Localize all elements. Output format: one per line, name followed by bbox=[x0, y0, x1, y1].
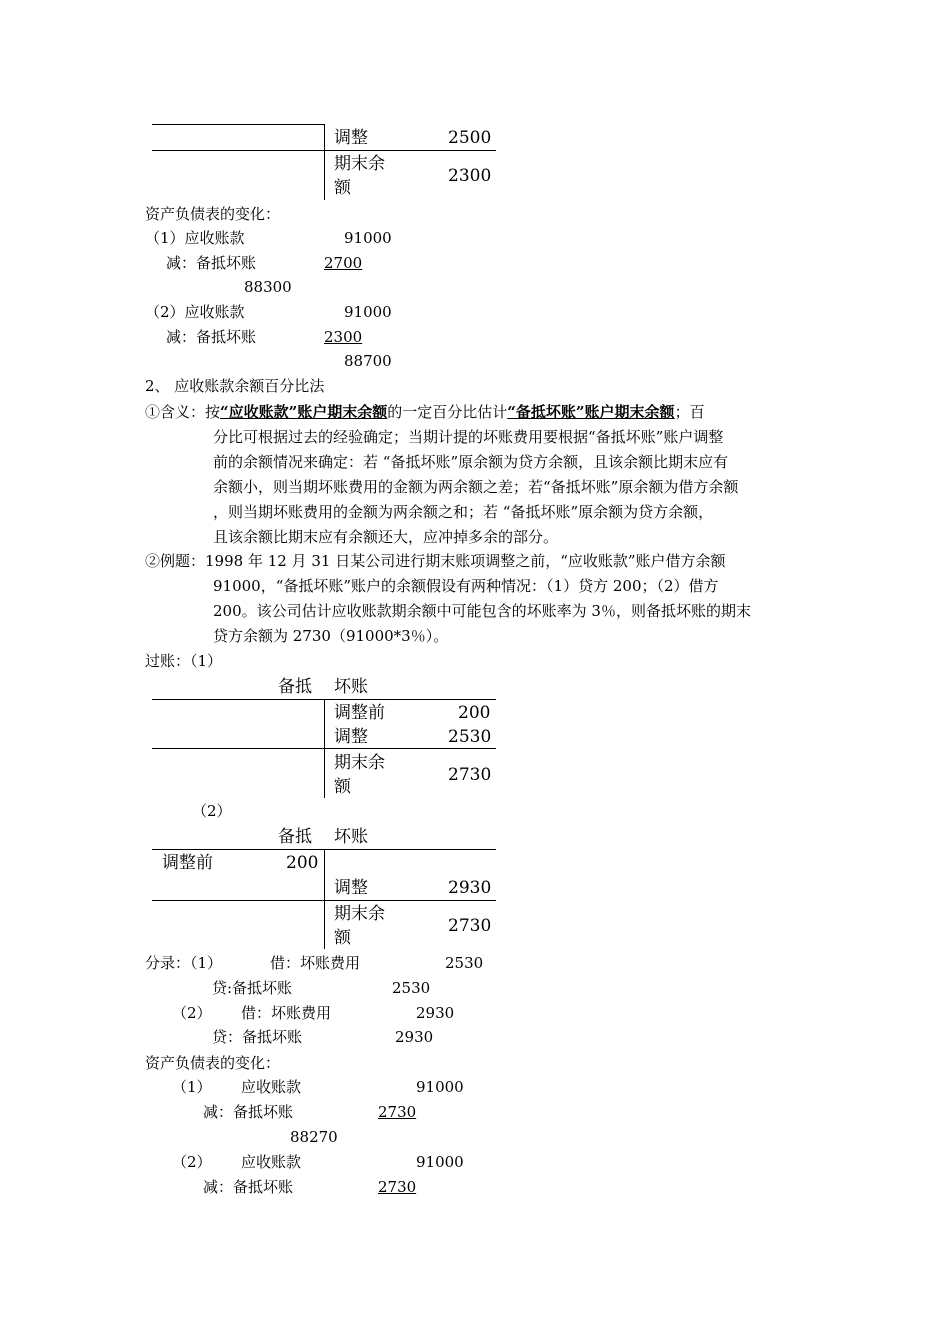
e1-debit: 借：坏账费用 bbox=[270, 954, 361, 972]
e2-credit-value: 2930 bbox=[395, 1028, 434, 1046]
example-paragraph bbox=[145, 549, 810, 649]
meaning-line: 分比可根据过去的经验确定；当期计提的坏账费用要根据“备抵坏账”账户调整 bbox=[213, 428, 724, 446]
e2-credit: 贷：备抵坏账 bbox=[212, 1028, 303, 1046]
e1-credit-value: 2530 bbox=[392, 979, 431, 997]
e2-label: （2） bbox=[172, 1004, 212, 1022]
t2-r3-value: 2730 bbox=[448, 916, 492, 936]
meaning-emphasis-receivable: “应收账款”账户期末余额 bbox=[220, 403, 388, 421]
bs2-c2-account: 应收账款 bbox=[241, 1153, 302, 1171]
e1-debit-value: 2530 bbox=[445, 954, 484, 972]
bs1-c1-less-value: 2700 bbox=[324, 254, 363, 272]
bs2-c1-less-value: 2730 bbox=[378, 1103, 417, 1121]
t2-left-value: 200 bbox=[286, 853, 319, 873]
t2-title-right: 坏账 bbox=[334, 827, 368, 847]
t2-left-label: 调整前 bbox=[162, 853, 213, 873]
meaning-lead-line bbox=[145, 400, 810, 425]
bs2-c2-value: 91000 bbox=[416, 1153, 464, 1171]
bs2-c1-less-label: 减：备抵坏账 bbox=[203, 1103, 294, 1121]
e2-debit-value: 2930 bbox=[416, 1004, 455, 1022]
t1-r3-label-a: 期末余 bbox=[334, 753, 385, 773]
meaning-middle: 的一定百分比估计 bbox=[387, 403, 508, 421]
e2-debit: 借：坏账费用 bbox=[241, 1004, 332, 1022]
posting-heading: 过账：（1） bbox=[145, 652, 223, 670]
example-line: 贷方余额为 2730（91000*3％）。 bbox=[213, 627, 449, 645]
meaning-line: 且该余额比期末应有余额还大，应冲掉多余的部分。 bbox=[213, 528, 559, 546]
bs2-c1-net: 88270 bbox=[290, 1128, 338, 1146]
t1-title-left: 备抵 bbox=[278, 677, 312, 697]
bs2-c2-less-label: 减：备抵坏账 bbox=[203, 1178, 294, 1196]
t0-row2-label-b: 额 bbox=[334, 178, 351, 198]
bs1-c2-less-value: 2300 bbox=[324, 328, 363, 346]
bs2-heading: 资产负债表的变化： bbox=[145, 1054, 281, 1072]
t1-r1-label: 调整前 bbox=[334, 703, 385, 723]
t0-row2-label-a: 期末余 bbox=[334, 154, 385, 174]
meaning-after: ；百 bbox=[674, 403, 705, 421]
t-account-row-line-left bbox=[152, 150, 324, 151]
meaning-line: 余额小，则当期坏账费用的金额为两余额之差；若“备抵坏账”原余额为借方余额 bbox=[213, 478, 739, 496]
t2-r2-label: 调整 bbox=[334, 878, 368, 898]
t2-r2-value: 2930 bbox=[448, 878, 492, 898]
t1-r3-value: 2730 bbox=[448, 765, 492, 785]
t2-row-line bbox=[152, 900, 496, 901]
t1-title-right: 坏账 bbox=[334, 677, 368, 697]
meaning-line: ，则当期坏账费用的金额为两余额之和；若 “备抵坏账”原余额为贷方余额， bbox=[213, 503, 714, 521]
bs1-c2-less-label: 减：备抵坏账 bbox=[166, 328, 257, 346]
t-account-top-line-left bbox=[152, 124, 324, 125]
bs1-c2-label: （2）应收账款 bbox=[145, 303, 245, 321]
t0-row1-value: 2500 bbox=[448, 128, 492, 148]
t1-row-line bbox=[152, 748, 496, 749]
bs1-c1-less-label: 减：备抵坏账 bbox=[166, 254, 257, 272]
t1-r1-value: 200 bbox=[458, 703, 491, 723]
example-line: 200。该公司估计应收账款期余额中可能包含的坏账率为 3％，则备抵坏账的期末 bbox=[213, 602, 751, 620]
bs1-heading: 资产负债表的变化： bbox=[145, 205, 281, 223]
t2-r3-label-a: 期末余 bbox=[334, 904, 385, 924]
bs2-c2-less-value: 2730 bbox=[378, 1178, 417, 1196]
bs2-c1-value: 91000 bbox=[416, 1078, 464, 1096]
bs1-c2-net: 88700 bbox=[344, 352, 392, 370]
case-2-label: （2） bbox=[192, 802, 232, 820]
t2-r3-label-b: 额 bbox=[334, 928, 351, 948]
t2-title-left: 备抵 bbox=[278, 827, 312, 847]
t2-vertical-line bbox=[324, 849, 325, 949]
entries-lead: 分录：（1） bbox=[145, 954, 223, 972]
t1-r2-value: 2530 bbox=[448, 727, 492, 747]
e1-credit: 贷:备抵坏账 bbox=[212, 979, 293, 997]
t1-r2-label: 调整 bbox=[334, 727, 368, 747]
bs1-c1-value: 91000 bbox=[344, 229, 392, 247]
t1-r3-label-b: 额 bbox=[334, 777, 351, 797]
t0-row2-value: 2300 bbox=[448, 166, 492, 186]
bs1-c1-net: 88300 bbox=[244, 278, 292, 296]
bs1-c2-value: 91000 bbox=[344, 303, 392, 321]
meaning-prefix: ①含义：按 bbox=[145, 403, 221, 421]
bs1-c1-label: （1）应收账款 bbox=[145, 229, 245, 247]
t-account-vertical-line bbox=[324, 124, 325, 200]
meaning-line: 前的余额情况来确定：若 “备抵坏账”原余额为贷方余额，且该余额比期末应有 bbox=[213, 453, 729, 471]
example-line: 91000，“备抵坏账”账户的余额假设有两种情况：（1）贷方 200；（2）借方 bbox=[213, 577, 719, 595]
bs2-c2-label: （2） bbox=[172, 1153, 212, 1171]
meaning-paragraph bbox=[145, 400, 810, 550]
section-title: 2、 应收账款余额百分比法 bbox=[145, 377, 325, 395]
meaning-emphasis-allowance: “备抵坏账”账户期末余额 bbox=[507, 403, 675, 421]
bs2-c1-account: 应收账款 bbox=[241, 1078, 302, 1096]
t-account-row-line bbox=[324, 150, 496, 151]
t0-row1-label: 调整 bbox=[334, 128, 368, 148]
bs2-c1-label: （1） bbox=[172, 1078, 212, 1096]
example-lead-line: ②例题：1998 年 12 月 31 日某公司进行期末账项调整之前，“应收账款”账户借方余额 bbox=[145, 552, 726, 570]
